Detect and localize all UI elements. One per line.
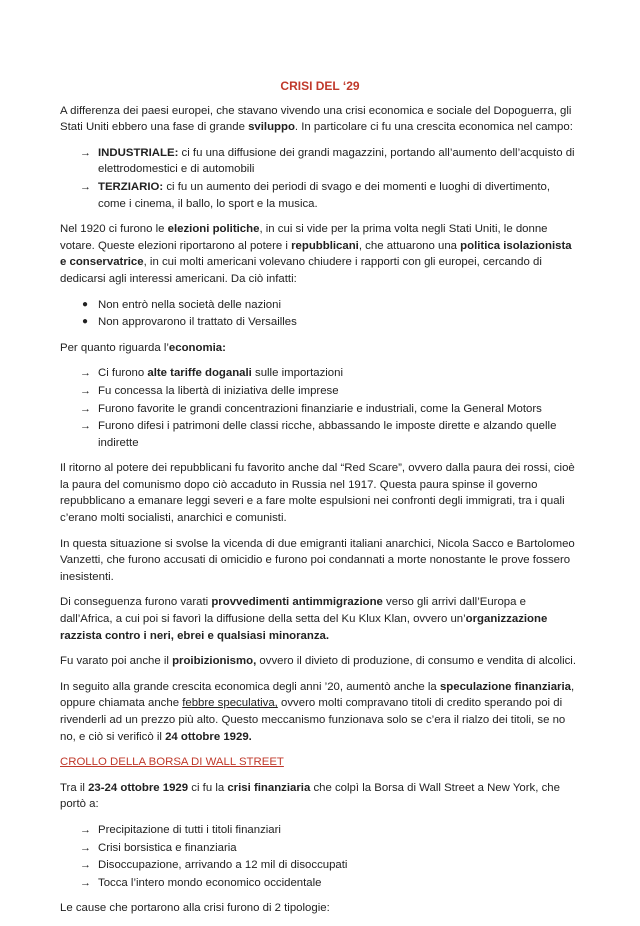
- bold-text: organizzazione razzista contro i neri, ebrei e qualsiasi minoranza.: [60, 613, 548, 642]
- arrow-icon: →: [80, 841, 91, 854]
- paragraph-sacco-vanzetti: In questa situazione si svolse la vicenda di due emigranti italiani anarchici, Nicola Sacco e Bartolomeo Vanzetti, che furono accusati di omicidio e furono poi condannati a morte nonostante le prove fossero inesistenti.: [60, 537, 575, 583]
- bold-text: provvedimenti antimmigrazione: [211, 596, 383, 609]
- list-item: [60, 875, 580, 892]
- paragraph-elections: [60, 221, 580, 287]
- text: Furono difesi i patrimoni delle classi ricche, abbassando le imposte dirette e alzando quelle indirette: [98, 420, 557, 449]
- paragraph-economy-heading: [60, 340, 580, 357]
- bold-text: 23-24 ottobre 1929: [88, 781, 189, 794]
- bold-text: alte tariffe doganali: [147, 367, 252, 380]
- arrow-icon: →: [80, 180, 91, 193]
- arrow-icon: →: [80, 384, 91, 397]
- bold-text: economia:: [168, 341, 226, 354]
- text: ovvero molti compravano titoli di credito sperando poi di rivenderli ad un prezzo più alto. Questo meccanismo funzionava solo se c’era il rialzo dei titoli, se no no, e ciò si verificò il: [60, 697, 566, 743]
- bullet-icon: ●: [82, 316, 89, 328]
- arrow-icon: →: [80, 823, 91, 836]
- text: Crisi borsistica e finanziaria: [98, 841, 237, 854]
- bold-text: INDUSTRIALE:: [98, 146, 179, 159]
- text: Non entrò nella società delle nazioni: [98, 298, 282, 311]
- bold-text: politica isolazionista e conservatrice: [60, 239, 572, 269]
- bold-text: crisi finanziaria: [227, 781, 311, 794]
- text: Non approvarono il trattato di Versailles: [98, 316, 297, 329]
- bold-text: proibizionismo,: [172, 655, 257, 668]
- bold-text: elezioni politiche: [167, 223, 260, 236]
- text: ci fu la: [188, 781, 228, 794]
- bold-text: speculazione finanziaria: [439, 680, 571, 693]
- list-item: [60, 418, 580, 451]
- paragraph-prohibition: [60, 653, 580, 670]
- text: Fu varato poi anche il: [60, 655, 173, 668]
- list-item: [60, 401, 580, 418]
- text: Disoccupazione, arrivando a 12 mil di disoccupati: [98, 859, 348, 872]
- list-item: [60, 365, 580, 382]
- text: ci fu una diffusione dei grandi magazzini, portando all’aumento dell’acquisto di elettrodomestici e di automobili: [98, 146, 575, 176]
- text: Per quanto riguarda l’: [60, 341, 169, 354]
- paragraph-causes: Le cause che portarono alla crisi furono di 2 tipologie:: [60, 902, 330, 915]
- bold-text: sviluppo: [248, 121, 295, 134]
- section-title-wall-street: CROLLO DELLA BORSA DI WALL STREET: [60, 756, 284, 769]
- text: verso gli arrivi dall’Europa e dall’Africa, a cui poi si favorì la diffusione della setta del Ku Klux Klan, ovvero un’: [60, 596, 526, 626]
- text: Ci furono: [98, 367, 148, 380]
- arrow-list-sectors: [60, 145, 580, 212]
- arrow-list-economy: [60, 365, 580, 451]
- list-item: [60, 840, 580, 857]
- list-item: [60, 857, 580, 874]
- arrow-icon: →: [80, 420, 91, 433]
- text: sulle importazioni: [251, 367, 343, 380]
- text: Tra il: [60, 781, 89, 794]
- text: Furono favorite le grandi concentrazioni finanziarie e industriali, come la General Motors: [98, 402, 542, 415]
- paragraph-speculation: [60, 679, 580, 745]
- text: che colpì la Borsa di Wall Street a New York, che portò a:: [60, 781, 560, 811]
- text: , in cui molti americani volevano chiudere i rapporti con gli europei, cercando di dedicarsi agli interessi americani. Da ciò infatti:: [60, 256, 542, 285]
- text: Tocca l’intero mondo economico occidentale: [98, 876, 322, 889]
- text: Precipitazione di tutti i titoli finanziari: [98, 823, 281, 836]
- bold-text: 24 ottobre 1929.: [165, 730, 252, 743]
- text: Di conseguenza furono varati: [60, 596, 212, 609]
- list-item: [60, 179, 580, 212]
- text: , che attuarono una: [358, 239, 461, 252]
- arrow-icon: →: [80, 402, 91, 415]
- list-item: [60, 145, 580, 178]
- text: Fu concessa la libertà di iniziativa delle imprese: [98, 384, 339, 397]
- text: A differenza dei paesi europei, che stavano vivendo una crisi economica e sociale del Dopoguerra, gli Stati Uniti ebbero una fase di grande: [60, 104, 572, 134]
- page-title: CRISI DEL ‘29: [280, 79, 360, 93]
- document-body: [60, 78, 580, 926]
- text: ovvero il divieto di produzione, di consumo e vendita di alcolici.: [256, 655, 576, 668]
- list-item: [60, 297, 580, 314]
- arrow-list-consequences: [60, 822, 580, 891]
- list-item: [60, 822, 580, 839]
- text: , oppure chiamata anche: [60, 680, 575, 710]
- bold-text: TERZIARIO:: [98, 180, 164, 193]
- underlined-text: febbre speculativa,: [182, 697, 278, 710]
- text: ci fu un aumento dei periodi di svago e dei momenti e luoghi di divertimento, come i cinema, il ballo, lo sport e la musica.: [98, 180, 551, 210]
- arrow-icon: →: [80, 859, 91, 872]
- bullet-list-isolation: [60, 297, 580, 331]
- text: Nel 1920 ci furono le: [60, 223, 168, 236]
- list-item: [60, 314, 580, 331]
- bold-text: repubblicani: [291, 239, 359, 252]
- bullet-icon: ●: [82, 298, 89, 310]
- paragraph-red-scare: Il ritorno al potere dei repubblicani fu favorito anche dal “Red Scare”, ovvero dalla paura dei rossi, cioè la paura del comunismo dopo ciò accaduto in Russia nel 1917. Questa paura spinse il governo repubblicano a emanare leggi severi e a fare molte espulsioni nei confronti degli immigrati, tra i quali c’erano molti socialisti, anarchici e comunisti.: [60, 462, 575, 525]
- arrow-icon: →: [80, 367, 91, 380]
- paragraph-anti-immigration: [60, 594, 580, 644]
- arrow-icon: →: [80, 876, 91, 889]
- text: , in cui si vide per la prima volta negli Stati Uniti, le donne votare. Queste elezioni riportarono al potere i: [60, 223, 548, 252]
- paragraph-crash: [60, 780, 580, 813]
- list-item: [60, 383, 580, 400]
- text: . In particolare ci fu una crescita economica nel campo:: [294, 121, 573, 134]
- arrow-icon: →: [80, 146, 91, 159]
- paragraph-intro: [60, 103, 580, 136]
- text: In seguito alla grande crescita economica degli anni ’20, aumentò anche la: [60, 680, 440, 693]
